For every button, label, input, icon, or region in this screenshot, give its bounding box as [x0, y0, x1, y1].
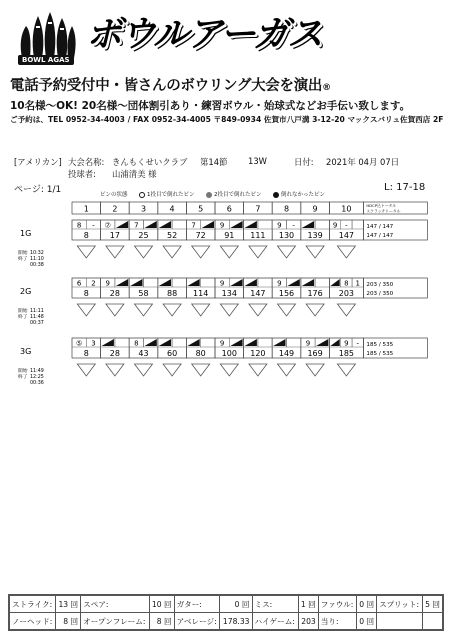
scratch-total: 185 / 535: [366, 351, 394, 357]
legend-two: 2投目で倒れたピン: [214, 192, 262, 198]
throw-box: [201, 338, 215, 347]
throw-count: 9: [277, 221, 282, 230]
frame-score: 120: [250, 349, 266, 358]
pin-rack-icon: [192, 304, 210, 316]
pin-rack-icon: [135, 364, 153, 376]
frame-number: 8: [283, 204, 290, 214]
pin-rack-icon: [278, 364, 296, 376]
pin-rack-icon: [77, 364, 95, 376]
type-tag: [アメリカン]: [14, 157, 62, 167]
throw-count: 7: [191, 221, 196, 230]
legend-spare-icon: [206, 192, 212, 198]
duration: 00:38: [30, 263, 44, 268]
end-label: 終了: [18, 315, 28, 320]
scratch-total: 147 / 147: [366, 233, 394, 239]
frame-score: 147: [250, 289, 266, 298]
strike-mark: [245, 279, 257, 286]
pin-rack-icon: [163, 364, 181, 376]
frame-score: 130: [278, 231, 295, 240]
stat-value: 5 回: [422, 596, 442, 613]
strike-mark: [302, 221, 314, 228]
scratch-total-header: スクラッチトータル: [366, 208, 401, 214]
pin-rack-icon: [220, 304, 238, 316]
start-label: 開始: [18, 251, 28, 256]
pin-rack-icon: [135, 304, 153, 316]
frame-number: 9: [312, 204, 318, 214]
event-name: きんもくせいクラブ: [112, 157, 188, 167]
frame-score: 91: [224, 231, 235, 240]
hdcp-total: 203 / 350: [366, 282, 394, 288]
stat-label: ガター:: [174, 596, 220, 613]
hdcp-total-header: HDCP込トータル: [366, 203, 397, 208]
frame-score: 203: [338, 289, 355, 298]
throw-count: 9: [305, 339, 311, 348]
throw-count: ⑤: [76, 339, 83, 348]
pin-rack-icon: [163, 246, 181, 258]
end-time: 11:48: [30, 315, 44, 320]
stat-label: オープンフレーム:: [81, 613, 149, 630]
stat-label: [377, 613, 423, 630]
throw-box: [144, 278, 158, 287]
end-label: 終了: [18, 375, 28, 380]
stat-value: 178.33: [220, 613, 252, 630]
promo-line: [10, 74, 331, 95]
spare-mark: [202, 221, 214, 228]
hdcp-total: 147 / 147: [366, 224, 394, 230]
stat-label: ファウル:: [318, 596, 356, 613]
throw-box: [315, 278, 329, 287]
throw-box: [172, 220, 186, 229]
throw-count: 9: [219, 221, 225, 230]
legend-one: 1投目で倒れたピン: [147, 192, 195, 198]
pin-rack-icon: [337, 304, 355, 316]
stat-value: [422, 613, 442, 630]
start-label: 開始: [18, 369, 28, 374]
throw-count: 9: [332, 221, 338, 230]
throw-count: 8: [344, 279, 349, 288]
frame-score: 176: [307, 289, 323, 298]
spare-mark: [288, 279, 300, 286]
frame-score: 100: [221, 349, 237, 358]
start-time: 11:49: [30, 369, 44, 374]
pin-rack-icon: [306, 364, 324, 376]
frame-number: 10: [341, 204, 352, 214]
throw-count: 9: [277, 279, 282, 288]
throw-count: 2: [91, 279, 96, 288]
strike-mark: [159, 339, 171, 346]
frame-score: 8: [83, 231, 89, 240]
stat-label: ミス:: [252, 596, 298, 613]
score-sheet: [8, 198, 444, 538]
end-time: 12:25: [30, 375, 44, 380]
strike-mark: [102, 339, 114, 346]
pin-rack-icon: [278, 246, 296, 258]
promo-subline: 10名様～OK! 20名様～団体割引あり・練習ボウル・始球式などお手伝い致します。: [10, 100, 411, 112]
frame-score: 88: [167, 289, 178, 298]
pin-rack-icon: [337, 364, 355, 376]
frame-score: 114: [193, 289, 209, 298]
throw-count: 9: [105, 279, 110, 288]
throw-count: 7: [134, 221, 139, 230]
legend-standing-icon: [273, 192, 279, 198]
game-label: 1G: [20, 229, 32, 238]
frame-score: 185: [338, 349, 355, 358]
throw-count: -: [292, 221, 295, 230]
scratch-total: 203 / 350: [366, 291, 394, 297]
throw-count: ⑦: [104, 221, 111, 230]
game-label: 2G: [20, 287, 32, 296]
spare-mark: [145, 221, 157, 228]
pin-rack-icon: [278, 304, 296, 316]
frame-score: 169: [307, 349, 323, 358]
stat-label: スペア:: [81, 596, 149, 613]
pin-rack-icon: [220, 246, 238, 258]
spare-mark: [230, 221, 242, 228]
throw-count: 9: [219, 339, 225, 348]
pin-rack-icon: [220, 364, 238, 376]
game-label: 3G: [20, 347, 32, 356]
strike-mark: [330, 279, 339, 286]
frame-score: 43: [138, 349, 149, 358]
frame-score: 17: [109, 231, 120, 240]
player-name: 山浦清美 様: [112, 169, 157, 179]
frame-number: 7: [255, 204, 261, 214]
frame-score: 111: [250, 231, 266, 240]
week-label: 13W: [248, 156, 267, 166]
frame-score: 147: [338, 231, 355, 240]
pin-rack-icon: [192, 364, 210, 376]
throw-count: -: [345, 221, 348, 230]
pin-rack-icon: [106, 364, 124, 376]
throw-count: 1: [355, 279, 360, 288]
duration: 00:36: [30, 381, 44, 386]
stats-table: [8, 594, 444, 631]
throw-count: 9: [344, 339, 349, 348]
frame-score: 134: [221, 289, 237, 298]
strike-mark: [159, 221, 171, 228]
frame-number: 6: [226, 204, 232, 214]
throw-count: 8: [76, 221, 82, 230]
throw-box: [201, 278, 215, 287]
throw-box: [352, 220, 363, 229]
start-label: 開始: [18, 309, 28, 314]
throw-count: 8: [134, 339, 139, 348]
throw-box: [258, 220, 272, 229]
stat-value: 8 回: [56, 613, 81, 630]
stat-value: 0 回: [220, 596, 252, 613]
strike-mark: [187, 279, 199, 286]
stat-label: ノーヘッド:: [10, 613, 56, 630]
legend-strike-icon: [139, 192, 145, 198]
throw-box: [172, 278, 186, 287]
frame-score: 25: [138, 231, 149, 240]
stats-row: [10, 596, 443, 613]
stat-value: 203: [298, 613, 318, 630]
spare-mark: [316, 339, 328, 346]
legend-title: ピンの状態: [100, 192, 128, 198]
frame-score: 149: [278, 349, 295, 358]
event-label: 大会名称:: [68, 157, 105, 167]
spare-mark: [230, 279, 242, 286]
pin-rack-icon: [306, 246, 324, 258]
pin-rack-icon: [337, 246, 355, 258]
stat-value: 13 回: [56, 596, 81, 613]
hdcp-total: 185 / 535: [366, 342, 394, 348]
throw-box: [115, 338, 129, 347]
pin-rack-icon: [249, 304, 267, 316]
throw-count: -: [92, 221, 95, 230]
page-number: ページ: 1/1: [14, 185, 62, 195]
throw-count: 9: [219, 279, 225, 288]
player-label: 投球者:: [68, 169, 96, 179]
pin-rack-icon: [249, 246, 267, 258]
stat-value: 10 回: [149, 596, 174, 613]
strike-mark: [130, 279, 142, 286]
strike-mark: [302, 279, 314, 286]
frame-score: 28: [109, 289, 120, 298]
stat-label: ストライク:: [10, 596, 56, 613]
stat-value: 1 回: [298, 596, 318, 613]
date-label: 日付:: [294, 157, 314, 167]
stat-label: 当り:: [318, 613, 356, 630]
throw-count: 3: [91, 339, 96, 348]
pin-rack-icon: [106, 304, 124, 316]
date-value: 2021年 04月 07日: [326, 157, 400, 167]
lane-number: L: 17-18: [384, 182, 426, 193]
throw-box: [172, 338, 186, 347]
stat-value: 0 回: [356, 596, 376, 613]
throw-box: [287, 338, 301, 347]
spare-mark: [116, 221, 128, 228]
duration: 00:37: [30, 321, 44, 326]
pin-legend: [100, 190, 325, 198]
throw-box: [258, 278, 272, 287]
frame-number: 3: [140, 204, 147, 214]
stats-row: [10, 613, 443, 630]
end-time: 11:10: [30, 257, 44, 262]
pin-rack-icon: [192, 246, 210, 258]
frame-score: 52: [167, 231, 178, 240]
legend-none: 倒れなかったピン: [281, 192, 326, 198]
strike-mark: [159, 279, 171, 286]
strike-mark: [330, 339, 339, 346]
frame-score: 72: [195, 231, 206, 240]
frame-score: 156: [278, 289, 295, 298]
strike-mark: [245, 221, 257, 228]
strike-mark: [187, 339, 199, 346]
brand-title: ボウルアーガス: [86, 14, 322, 55]
pin-rack-icon: [77, 304, 95, 316]
throw-box: [315, 220, 329, 229]
strike-mark: [273, 339, 285, 346]
registered-mark: ®: [322, 83, 331, 93]
spare-mark: [230, 339, 242, 346]
frame-score: 28: [109, 349, 120, 358]
stat-label: アベレージ:: [174, 613, 220, 630]
logo-caption: BOWL AGAS: [18, 55, 74, 65]
pin-rack-icon: [249, 364, 267, 376]
throw-count: 6: [76, 279, 82, 288]
promo-text: 電話予約受付中・皆さんのボウリング大会を演出: [10, 78, 323, 94]
pin-rack-icon: [77, 246, 95, 258]
pin-rack-icon: [163, 304, 181, 316]
throw-box: [258, 338, 272, 347]
stat-label: スプリット:: [377, 596, 423, 613]
frame-number: 4: [169, 204, 175, 214]
frame-score: 8: [83, 289, 89, 298]
contact-line: ご予約は、TEL 0952-34-4003 / FAX 0952-34-4005 〒849-0934 佐賀市八戸溝 3-12-20 マックスバリュ佐賀西店 2F: [10, 115, 444, 124]
frame-score: 8: [83, 349, 89, 358]
throw-count: -: [356, 339, 359, 348]
start-time: 10:32: [30, 251, 44, 256]
start-time: 11:11: [30, 309, 44, 314]
pin-rack-icon: [135, 246, 153, 258]
strike-mark: [245, 339, 257, 346]
frame-number: 2: [112, 204, 118, 214]
frame-score: 60: [167, 349, 178, 358]
frame-score: 80: [195, 349, 206, 358]
spare-mark: [116, 279, 128, 286]
frame-score: 58: [138, 289, 149, 298]
frame-number: 5: [198, 204, 204, 214]
frame-score: 139: [307, 231, 323, 240]
stat-value: 8 回: [149, 613, 174, 630]
round-label: 第14節: [200, 157, 228, 167]
stat-label: ハイゲーム:: [252, 613, 298, 630]
stat-value: 0 回: [356, 613, 376, 630]
pin-rack-icon: [306, 304, 324, 316]
frame-number: 1: [83, 204, 89, 214]
end-label: 終了: [18, 257, 28, 262]
spare-mark: [145, 339, 157, 346]
pin-rack-icon: [106, 246, 124, 258]
